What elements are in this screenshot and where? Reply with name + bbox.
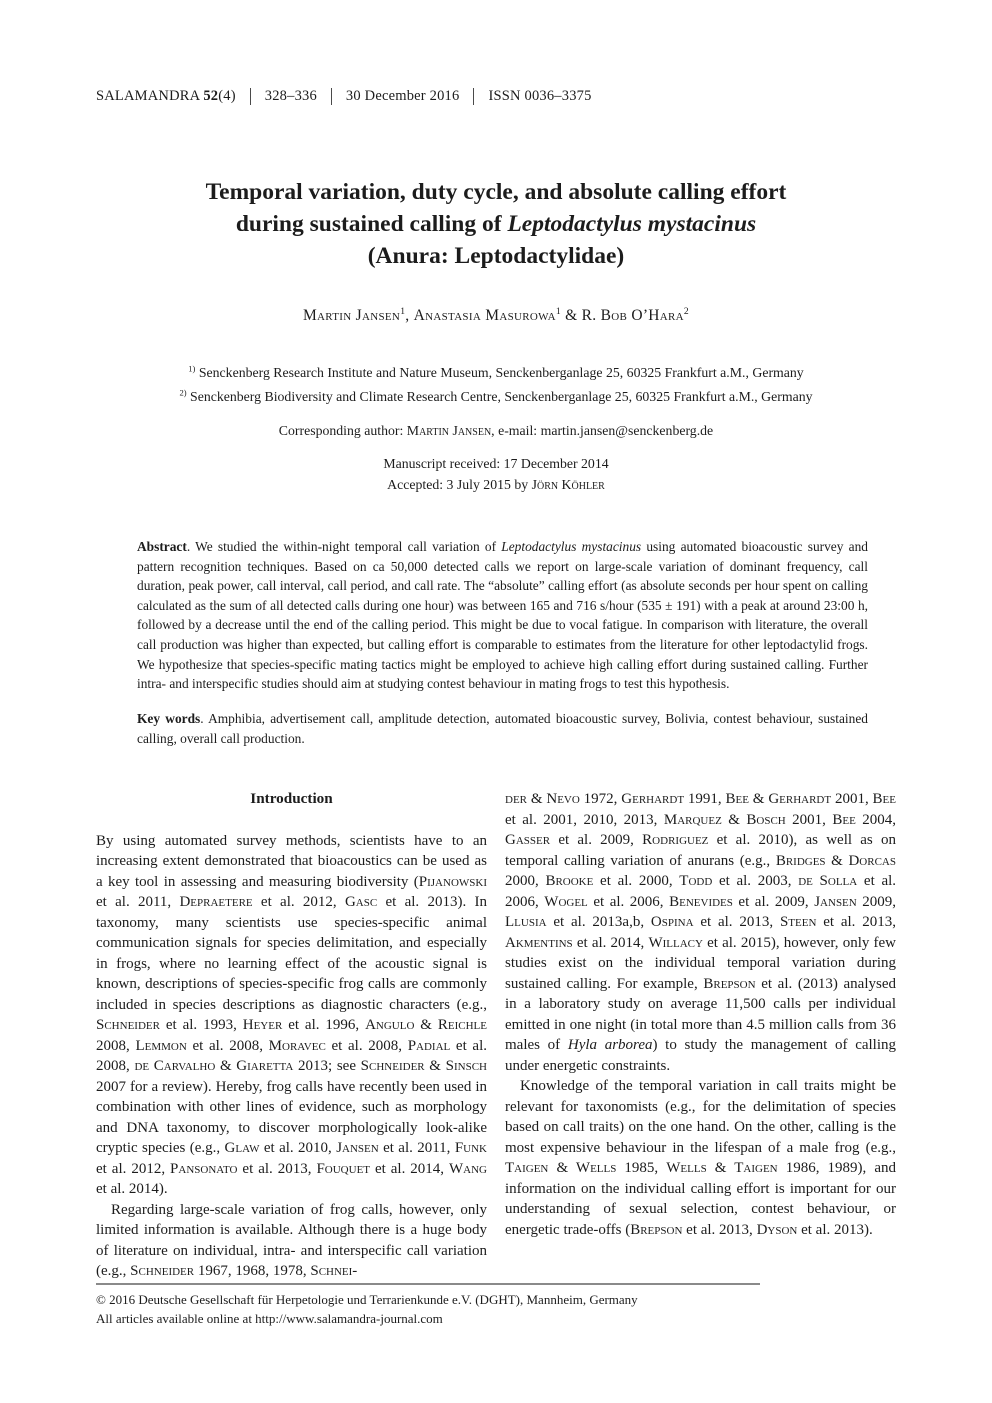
- right-column: [505, 789, 896, 1282]
- title-line-1: Temporal variation, duty cycle, and absolute calling effort: [205, 179, 787, 205]
- paragraph: By using automated survey methods, scientists have to an increasing extent demonstrated that bioacoustics can be used as a key tool in assessing and measuring biodiversity (Pijanowski et al. 2011, Depraetere et al. 2012, Gasc et al. 2013). In taxonomy, many scientists use species-specific animal communication signals for species delimitation, and especially in frogs, where no learning effect of the acoustic signal is known, descriptions of species-specific frog calls are commonly included in species descriptions as diagnostic characters (e.g., Schneider et al. 1993, Heyer et al. 1996, Angulo & Reichle 2008, Lemmon et al. 2008, Moravec et al. 2008, Padial et al. 2008, de Carvalho & Giaretta 2013; see Schneider & Sinsch 2007 for a review). Hereby, frog calls have recently been used in combination with other lines of evidence, such as morphology and DNA taxonomy, to discover morphologically look-alike cryptic species (e.g., Glaw et al. 2010, Jansen et al. 2011, Funk et al. 2012, Pansonato et al. 2013, Fouquet et al. 2014, Wang et al. 2014).: [96, 832, 488, 1197]
- header-divider: [473, 88, 474, 105]
- page-footer: [96, 1283, 896, 1328]
- issue-date: 30 December 2016: [345, 88, 460, 104]
- authors: Martin Jansen$^1$, Anastasia Masurowa$^1$ & R. Bob O’Hara$^2$: [302, 305, 690, 324]
- affiliation-2: $^{2)}$ Senckenberg Biodiversity and Climate Research Centre, Senckenberganlage 25, 60325 Frankfurt a.M., Germany: [179, 387, 813, 404]
- affiliation-1: $^{1)}$ Senckenberg Research Institute and Nature Museum, Senckenberganlage 25, 60325 Frankfurt a.M., Germany: [188, 363, 804, 380]
- issn: ISSN 0036–3375: [488, 88, 592, 104]
- title-line-2: during sustained calling of Leptodactylus mystacinus: [235, 211, 757, 237]
- journal-name-volume: SALAMANDRA 52(4): [96, 88, 236, 104]
- paragraph: Regarding large-scale variation of frog calls, however, only limited information is available. Although there is a huge body of literature on individual, intra- and interspecific call variation (e.g., Schneider 1967, 1968, 1978, Schnei-: [96, 1201, 487, 1279]
- affiliations: [0, 361, 992, 409]
- keywords: Key words. Amphibia, advertisement call, amplitude detection, automated bioacoustic survey, Bolivia, contest behaviour, sustained calling, overall call production.: [137, 711, 868, 746]
- left-column: [96, 789, 487, 1282]
- paragraph: der & Nevo 1972, Gerhardt 1991, Bee & Gerhardt 2001, Bee et al. 2001, 2010, 2013, Marquez & Bosch 2001, Bee 2004, Gasser et al. 2009, Rodriguez et al. 2010), as well as on temporal calling variation of anurans (e.g., Bridges & Dorcas 2000, Brooke et al. 2000, Todd et al. 2003, de Solla et al. 2006, Wogel et al. 2006, Benevides et al. 2009, Jansen 2009, Llusia et al. 2013a,b, Ospina et al. 2013, Steen et al. 2013, Akmentins et al. 2014, Willacy et al. 2015), however, only few studies exist on the individual temporal variation during sustained calling. For example, Brepson et al. (2013) analysed in a laboratory study on average 11,500 calls per individual emitted in one night (in total more than 4.5 million calls from 36 males of Hyla arborea) to study the management of calling under energetic constraints.: [505, 791, 897, 1074]
- article-title: [0, 176, 992, 272]
- page-range: 328–336: [264, 88, 317, 104]
- journal-header: [96, 88, 896, 105]
- corresponding-author: Corresponding author: Martin Jansen, e-mail: martin.jansen@senckenberg.de: [278, 423, 714, 438]
- section-heading-introduction: Introduction: [250, 790, 333, 807]
- body-columns: [96, 789, 896, 1282]
- header-divider: [331, 88, 332, 105]
- manuscript-accepted: Accepted: 3 July 2015 by Jörn Köhler: [387, 477, 605, 492]
- title-line-3: (Anura: Leptodactylidae): [367, 243, 625, 269]
- footer-rule: [96, 1283, 760, 1285]
- header-divider: [250, 88, 251, 105]
- manuscript-received: Manuscript received: 17 December 2014: [383, 456, 609, 471]
- abstract: Abstract. We studied the within-night temporal call variation of Leptodactylus mystacinus using automated bioacoustic survey and pattern recognition techniques. Based on ca 50,000 detected calls we report on large-scale variation of dominant frequency, call duration, peak power, call interval, call period, and call rate. The “absolute” calling effort (as absolute seconds per hour spent on calling calculated as the sum of all detected calls during one hour) was between 165 and 716 s/hour (535 ± 191) with a peak at around 23:00 h, followed by a decrease until the end of the calling period. This might be due to vocal fatigue. In comparison with literature, the overall call production was higher than expected, but calling effort is comparable to estimates from the literature for other leptodactylid frogs. We hypothesize that species-specific mating tactics might be employed to achieve high calling effort during sustained calling. Further intra- and interspecific studies should aim at studying contest behaviour in mating frogs to test this hypothesis.: [137, 539, 868, 692]
- availability-line: All articles available online at http://www.salamandra-journal.com: [96, 1311, 443, 1326]
- copyright-line: © 2016 Deutsche Gesellschaft für Herpetologie und Terrarienkunde e.V. (DGHT), Mannheim, Germany: [96, 1292, 638, 1307]
- paragraph: Knowledge of the temporal variation in call traits might be relevant for taxonomists (e.g., for the delimitation of species based on call traits) on the one hand. On the other, calling is the most expensive behaviour in the lifespan of a male frog (e.g., Taigen & Wells 1985, Wells & Taigen 1986, 1989), and information on the individual calling effort is important for our understanding of sexual selection, contest behaviour, or energetic trade-offs (Brepson et al. 2013, Dyson et al. 2013).: [505, 1078, 896, 1238]
